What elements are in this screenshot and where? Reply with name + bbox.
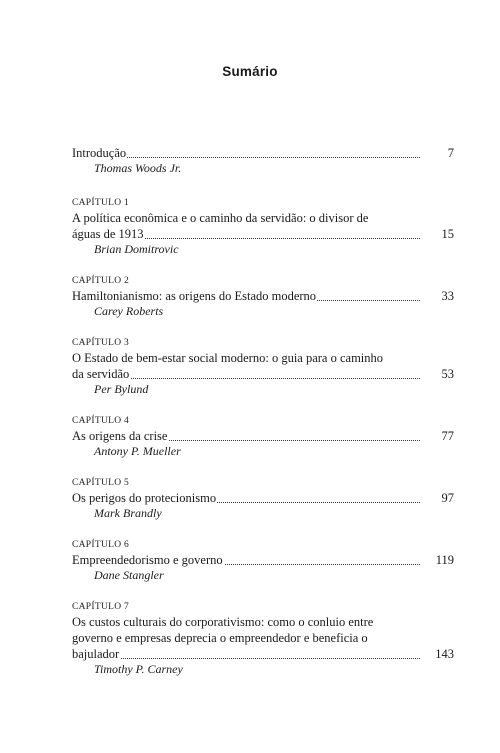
toc-entry-chapter-1 (72, 196, 454, 257)
toc-entry-title-line (72, 210, 454, 226)
toc-entry-title-line (72, 490, 454, 506)
toc-entry-title: águas de 1913 (72, 227, 144, 241)
toc-entry-chapter-6 (72, 538, 454, 583)
toc-entry-author: Dane Stangler (94, 568, 164, 582)
toc-entry-chapter-4 (72, 414, 454, 459)
toc-entry-chapter-2 (72, 274, 454, 319)
toc-entry-title: Os custos culturais do corporativismo: como o conluio entre (72, 615, 374, 629)
toc-entry-title: Os perigos do protecionismo (72, 491, 217, 505)
chapter-label: CAPÍTULO 3 (72, 338, 130, 348)
toc-entry-title: A política econômica e o caminho da servidão: o divisor de (72, 211, 369, 225)
toc-entry-title-line (72, 145, 454, 161)
toc-entry-title-line (72, 428, 454, 444)
chapter-label: CAPÍTULO 7 (72, 602, 130, 612)
toc-entry-page-number: 15 (438, 226, 455, 242)
toc-entry-page-number: 33 (438, 288, 455, 304)
chapter-label: CAPÍTULO 1 (72, 198, 130, 208)
toc-entry-author: Antony P. Mueller (94, 444, 181, 458)
toc-entry-page-number: 119 (432, 552, 454, 568)
toc-entry-author: Brian Domitrovic (94, 242, 179, 256)
toc-entry-title-line (72, 366, 454, 382)
chapter-label: CAPÍTULO 4 (72, 416, 130, 426)
toc-entry-chapter-7 (72, 600, 454, 677)
toc-entry-title-line (72, 288, 454, 304)
toc-entry-author: Carey Roberts (94, 304, 164, 318)
toc-entry-chapter-5 (72, 476, 454, 521)
toc-entry-author: Thomas Woods Jr. (94, 161, 182, 175)
toc-entry-page-number: 97 (438, 490, 455, 506)
toc-entry-page-number: 53 (438, 366, 455, 382)
toc-entry-page-number: 143 (431, 646, 454, 662)
toc-entry-title: governo e empresas deprecia o empreendedor e beneficia o (72, 631, 368, 645)
toc-entry-page-number: 7 (444, 145, 454, 161)
chapter-label: CAPÍTULO 2 (72, 276, 130, 286)
toc-entry-title: Hamiltonianismo: as origens do Estado moderno (72, 289, 317, 303)
toc-entry-author: Mark Brandly (94, 506, 162, 520)
toc-entry-title-line (72, 614, 454, 630)
toc-entry-title: As origens da crise (72, 429, 168, 443)
toc-entry-title-line (72, 646, 454, 662)
toc-entry-title: Empreendedorismo e governo (72, 553, 223, 567)
page-title: Sumário (222, 64, 278, 79)
toc-entry-title: da servidão (72, 367, 130, 381)
toc-entry-author: Per Bylund (94, 382, 149, 396)
toc-entry-title: Introdução (72, 146, 127, 160)
toc-entry-title-line (72, 630, 454, 646)
toc-entry-title-line (72, 226, 454, 242)
toc-entry-introduction (72, 145, 454, 176)
chapter-label: CAPÍTULO 6 (72, 540, 130, 550)
toc-entry-title-line (72, 350, 454, 366)
dot-leader (72, 657, 420, 659)
toc-entry-title: O Estado de bem-estar social moderno: o guia para o caminho (72, 351, 384, 365)
chapter-label: CAPÍTULO 5 (72, 478, 130, 488)
toc-entry-page-number: 77 (438, 428, 455, 444)
table-of-contents (72, 145, 454, 677)
toc-entry-chapter-3 (72, 336, 454, 397)
toc-entry-title-line (72, 552, 454, 568)
toc-entry-author: Timothy P. Carney (94, 662, 183, 676)
toc-entry-title: bajulador (72, 647, 120, 661)
